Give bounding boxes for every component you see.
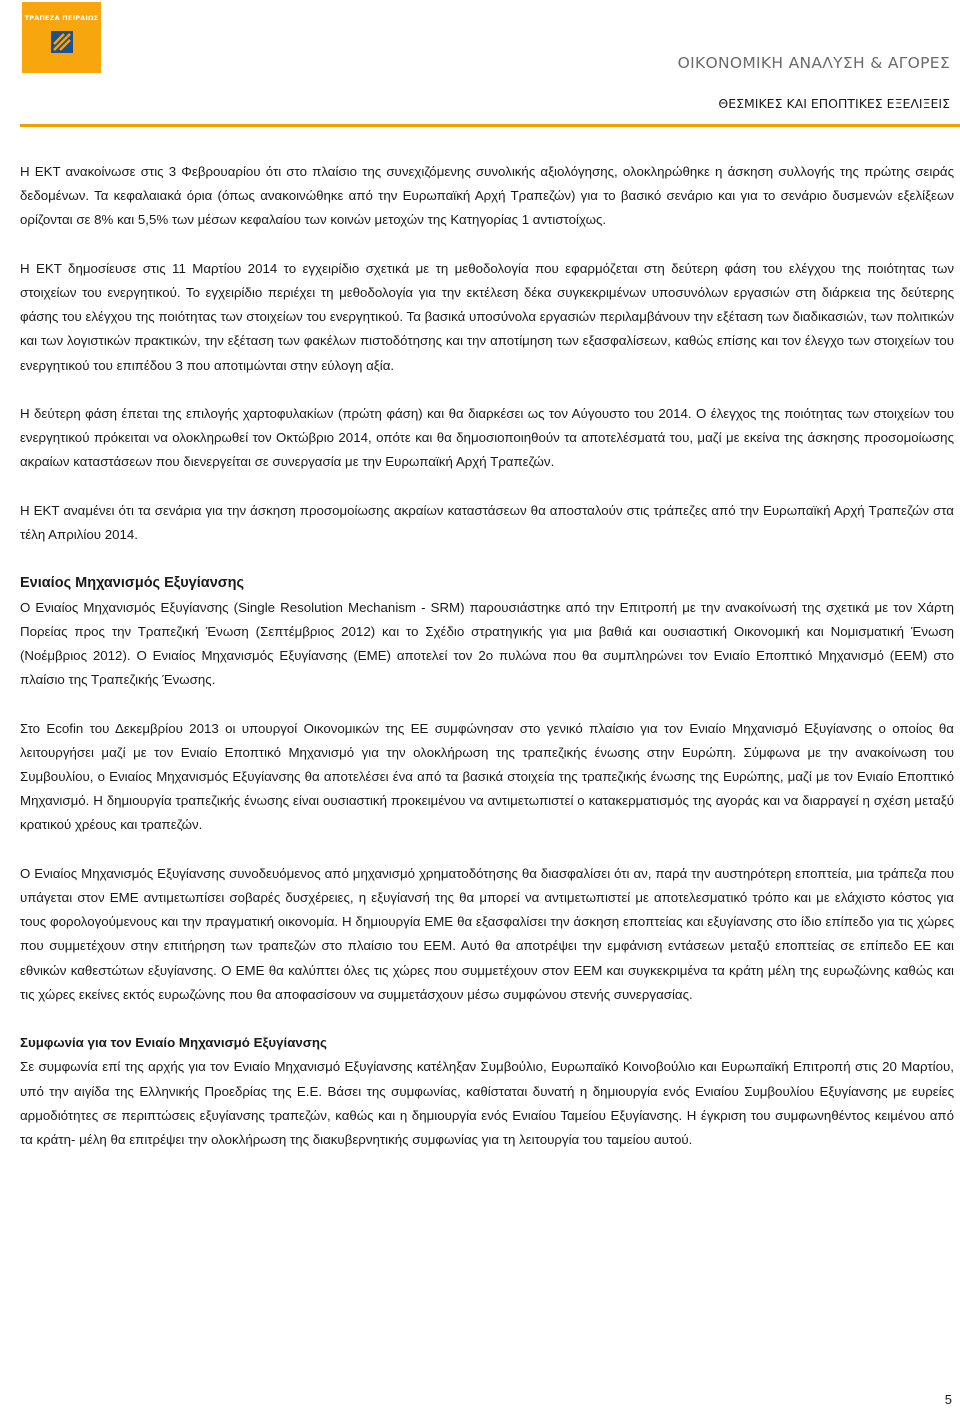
section-heading-agreement: Συμφωνία για τον Ενιαίο Μηχανισμό Εξυγίανσης xyxy=(20,1035,327,1051)
paragraph-5: Ο Ενιαίος Μηχανισμός Εξυγίανσης (Single Resolution Mechanism - SRM) παρουσιάστηκε από την Επιτροπή με την ανακοίνωσή της σχετικά με τον Χάρτη Πορείας προς την Τραπεζική Ένωση (Σεπτέμβριος 2012) και το Σχέδιο στρατηγικής για μια βαθιά και ουσιαστική Οικονομική και Νομισματική Ένωση (Νοέμβριος 2012). Ο Ενιαίος Μηχανισμός Εξυγίανσης (ΕΜΕ) αποτελεί τον 2ο πυλώνα που θα συμπληρώνει τον Ενιαίο Εποπτικό Μηχανισμό (ΕΕΜ) στο πλαίσιο της Τραπεζικής Ένωσης. xyxy=(20,599,954,688)
section-heading-srm: Ενιαίος Μηχανισμός Εξυγίανσης xyxy=(20,575,245,592)
header xyxy=(678,54,950,72)
paragraph-6: Στο Ecofin του Δεκεμβρίου 2013 οι υπουργοί Οικονομικών της ΕΕ συμφώνησαν στο γενικό πλαίσιο για τον Ενιαίο Μηχανισμό Εξυγίανσης ο οποίος θα λειτουργήσει μαζί με τον Ενιαίο Εποπτικό Μηχανισμό για την ολοκλήρωση της τραπεζικής ένωσης στην Ευρώπη. Σύμφωνα με την ανακοίνωση του Συμβουλίου, ο Ενιαίος Μηχανισμός Εξυγίανσης θα αποτελέσει ένα από τα βασικά στοιχεία της τραπεζικής ένωσης της Ευρώπης, μαζί με τον Ενιαίο Εποπτικό Μηχανισμό. Η δημιουργία τραπεζικής ένωσης είναι ουσιαστική προκειμένου να αντιμετωπιστεί ο κατακερματισμός της αγοράς και να διαρραγεί η σχέση μεταξύ κρατικού χρέους και τραπεζών. xyxy=(20,720,954,833)
piraeus-bank-logo-icon xyxy=(51,31,73,53)
paragraph-3: Η δεύτερη φάση έπεται της επιλογής χαρτοφυλακίων (πρώτη φάση) και θα διαρκέσει ως τον Αύγουστο του 2014. Ο έλεγχος της ποιότητας των στοιχείων του ενεργητικού πρόκειται να ολοκληρωθεί τον Οκτώβριο 2014, οπότε και θα δημοσιοποιηθούν τα αποτελέσματά του, μαζί με εκείνα της άσκησης προσομοίωσης ακραίων καταστάσεων που διενεργείται σε συνεργασία με την Ευρωπαϊκή Αρχή Τραπεζών. xyxy=(20,406,954,470)
paragraph-2: Η ΕΚΤ δημοσίευσε στις 11 Μαρτίου 2014 το εγχειρίδιο σχετικά με τη μεθοδολογία που εφαρμόζεται στη δεύτερη φάση του ελέγχου της ποιότητας των στοιχείων του ενεργητικού. Το εγχειρίδιο περιέχει τη μεθοδολογία για την εκτέλεση δέκα συγκεκριμένων υποσυνόλων εργασιών στη διάρκεια της δεύτερης φάσης του ελέγχου της ποιότητας των στοιχείων του ενεργητικού. Τα βασικά υποσύνολα εργασιών περιλαμβάνουν την εξέταση των διαδικασιών, των πολιτικών και των λογιστικών πρακτικών, την εξέταση των φακέλων πιστοδότησης και την αποτίμηση των εξασφαλίσεων, καθώς επίσης και τον έλεγχο των στοιχείων του ενεργητικού του επιπέδου 3 που αποτιμώνται στην εύλογη αξία. xyxy=(20,260,954,373)
bank-logo xyxy=(22,2,101,73)
header-subtitle: ΘΕΣΜΙΚΕΣ ΚΑΙ ΕΠΟΠΤΙΚΕΣ ΕΞΕΛΙΞΕΙΣ xyxy=(718,96,950,111)
paragraph-8: Σε συμφωνία επί της αρχής για τον Ενιαίο Μηχανισμό Εξυγίανσης κατέληξαν Συμβούλιο, Ευρωπαϊκό Κοινοβούλιο και Ευρωπαϊκή Επιτροπή στις 20 Μαρτίου, υπό την αιγίδα της Ελληνικής Προεδρίας της Ε.Ε. Βάσει της συμφωνίας, καθίσταται δυνατή η δημιουργία ενός Ενιαίου Συμβουλίου Εξυγίανσης με ευρείες αρμοδιότητες σε περιπτώσεις εξυγίανσης τραπεζών, καθώς και η δημιουργία ενός Ενιαίου Ταμείου Εξυγίανσης. Η έγκριση του συμφωνηθέντος κειμένου από τα κράτη- μέλη θα επιτρέψει την ολοκλήρωση της διακυβερνητικής συμφωνίας για τη λειτουργία του ταμείου αυτού. xyxy=(20,1059,954,1148)
paragraph-7: Ο Ενιαίος Μηχανισμός Εξυγίανσης συνοδευόμενος από μηχανισμό χρηματοδότησης θα διασφαλίσει ότι αν, παρά την αυστηρότερη εποπτεία, μια τράπεζα που υπάγεται στον ΕΜΕ αντιμετωπίσει σοβαρές δυσχέρειες, η εξυγίανσή της θα μπορεί να αντιμετωπιστεί με αποτελεσματικό τρόπο και με ελάχιστο κόστος για τους φορολογούμενους και την πραγματική οικονομία. Η δημιουργία ΕΜΕ θα εξασφαλίσει την άσκηση εποπτείας και εξυγίανσης στο ίδιο επίπεδο για τις χώρες που συμμετέχουν στην επιτήρηση των τραπεζών στο πλαίσιο του ΕΕΜ. Αυτό θα αποτρέψει την εμφάνιση εντάσεων μεταξύ εποπτείας σε επίπεδο ΕΕ και εθνικών καθεστώτων εξυγίανσης. Ο ΕΜΕ θα καλύπτει όλες τις χώρες που συμμετέχουν στον ΕΕΜ και συγκεκριμένα τα κράτη μέλη της ευρωζώνης καθώς και τις χώρες εκείνες εκτός ευρωζώνης που θα αποφασίσουν να συμμετάσχουν μέσω συμφώνου στενής συνεργασίας. xyxy=(20,865,954,1002)
header-title: ΟΙΚΟΝΟΜΙΚΗ ΑΝΑΛΥΣΗ & ΑΓΟΡΕΣ xyxy=(677,54,950,72)
header-divider xyxy=(20,124,960,127)
paragraph-1: Η ΕΚΤ ανακοίνωσε στις 3 Φεβρουαρίου ότι στο πλαίσιο της συνεχιζόμενης συνολικής αξιολόγησης, ολοκληρώθηκε η άσκηση συλλογής της πρώτης σειράς δεδομένων. Τα κεφαλαιακά όρια (όπως ανακοινώθηκε από την Ευρωπαϊκή Αρχή Τραπεζών) για το βασικό σενάριο και για το σενάριο δυσμενών εξελίξεων ορίζονται σε 8% και 5,5% των μέσων κεφαλαίου των κοινών μετοχών της Κατηγορίας 1 αντιστοίχως. xyxy=(20,164,954,228)
logo-text: ΤΡΑΠΕΖΑ ΠΕΙΡΑΙΩΣ xyxy=(24,14,99,22)
paragraph-4: Η ΕΚΤ αναμένει ότι τα σενάρια για την άσκηση προσομοίωσης ακραίων καταστάσεων θα αποσταλούν στις τράπεζες από την Ευρωπαϊκή Αρχή Τραπεζών στα τέλη Απριλίου 2014. xyxy=(20,502,954,542)
page-number: 5 xyxy=(944,1392,952,1407)
document-body xyxy=(20,160,954,1176)
